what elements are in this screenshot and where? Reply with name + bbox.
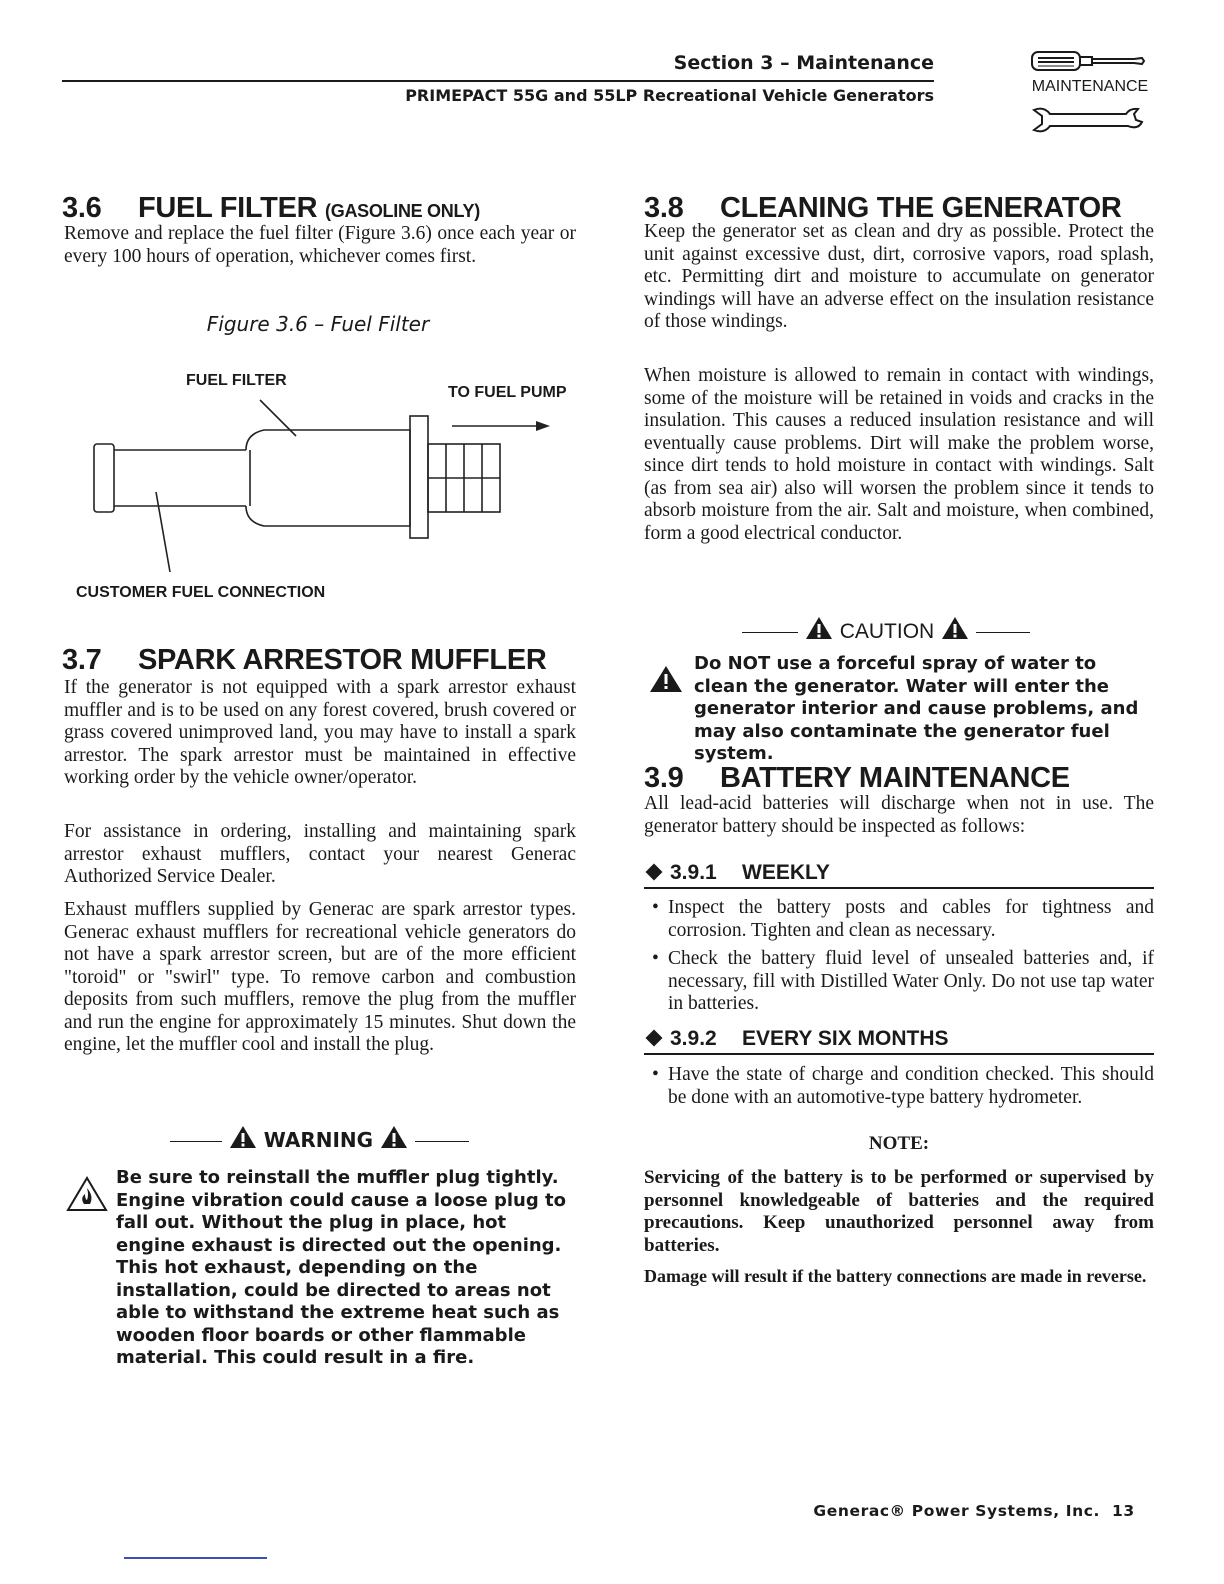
- caution-triangle-icon: [804, 615, 834, 641]
- heading-3-7: [62, 644, 547, 677]
- heading-3-9-1: [644, 861, 1154, 889]
- caution-title: CAUTION: [839, 620, 935, 643]
- diamond-bullet-icon: [646, 1029, 663, 1046]
- footer-company: Generac® Power Systems, Inc.: [813, 1502, 1100, 1520]
- label-fuel-filter: FUEL FILTER: [186, 372, 287, 389]
- figure-caption: Figure 3.6 – Fuel Filter: [206, 312, 430, 336]
- note-paragraph-1: Servicing of the battery is to be performed or supervised by personnel knowledgeable of batteries and the required precautions. Keep unauthorized personnel away from batteries.: [644, 1167, 1154, 1256]
- page-number: 13: [1112, 1502, 1135, 1520]
- heading-title: EVERY SIX MONTHS: [742, 1027, 949, 1050]
- six-months-list: [646, 1064, 1154, 1115]
- document-subtitle: PRIMEPACT 55G and 55LP Recreational Vehicle Generators: [405, 86, 934, 105]
- warning-text: Be sure to reinstall the muffler plug tightly. Engine vibration could cause a loose plug to fall out. Without the plug in place, hot engine exhaust is directed out the opening. This hot exhaust, depending on the installation, could be directed to areas not able to withstand the extreme heat such as wooden floor boards or other flammable material. This could result in a fire.: [116, 1167, 566, 1368]
- heading-title: FUEL FILTER: [138, 192, 318, 224]
- heading-number: 3.8: [644, 192, 684, 224]
- fuel-filter-paragraph: Remove and replace the fuel filter (Figure 3.6) once each year or every 100 hours of operation, whichever comes first.: [64, 223, 576, 267]
- screwdriver-icon: [1030, 46, 1150, 76]
- list-item: • Have the state of charge and condition checked. This should be done with an automotive-type battery hydrometer.: [646, 1064, 1154, 1109]
- heading-title: WEEKLY: [742, 861, 830, 884]
- list-item: • Inspect the battery posts and cables for tightness and corrosion. Tighten and clean as necessary.: [646, 897, 1154, 942]
- heading-title: BATTERY MAINTENANCE: [720, 762, 1070, 794]
- weekly-list: [646, 897, 1154, 1022]
- maintenance-label: MAINTENANCE: [1031, 78, 1149, 95]
- cleaning-paragraph-2: When moisture is allowed to remain in contact with windings, some of the moisture will be retained in voids and cracks in the insulation. This causes a reduced insulation resistance and will eventually cause problems. Dirt will make the problem worse, since dirt tends to hold moisture in contact with windings. Salt (as from sea air) also will worsen the problem since it tends to absorb moisture from the air. Salt and moisture, when combined, form a good electrical conductor.: [644, 365, 1154, 544]
- header-rule: [62, 80, 934, 82]
- warning-banner: [170, 1124, 469, 1153]
- cleaning-paragraph-1: Keep the generator set as clean and dry as possible. Protect the unit against excessive dust, dirt, corrosive vapors, road splash, etc. Permitting dirt and moisture to accumulate on generator windings will have an adverse effect on the insulation resistance of those windings.: [644, 221, 1154, 332]
- note-paragraph-2: Damage will result if the battery connections are made in reverse.: [644, 1266, 1147, 1286]
- heading-number: 3.9: [644, 762, 684, 794]
- heading-number: 3.6: [62, 192, 102, 224]
- spark-arrestor-paragraph-3: Exhaust mufflers supplied by Generac are spark arrestor types. Generac exhaust mufflers for recreational vehicle generators do not have a spark arrestor screen, but are of the more efficient "toroid" or "swirl" type. To remove carbon and combustion deposits from such mufflers, remove the plug from the muffler and run the engine for approximately 15 minutes. Shut down the engine, let the muffler cool and install the plug.: [64, 899, 576, 1055]
- footer-rule: [124, 1557, 267, 1559]
- caution-banner: [742, 615, 1030, 644]
- label-to-fuel-pump: TO FUEL PUMP: [448, 384, 567, 401]
- warning-triangle-icon: [379, 1124, 409, 1150]
- label-customer-fuel-connection: CUSTOMER FUEL CONNECTION: [76, 584, 326, 601]
- heading-3-9-2: [644, 1027, 1154, 1055]
- fire-hazard-icon: [66, 1176, 108, 1212]
- section-title: Section 3 – Maintenance: [673, 52, 934, 74]
- note-title: NOTE:: [868, 1133, 930, 1154]
- heading-number: 3.7: [62, 644, 102, 676]
- spark-arrestor-paragraph-2: For assistance in ordering, installing and maintaining spark arrestor exhaust mufflers, contact your nearest Generac Authorized Service Dealer.: [64, 821, 576, 887]
- battery-intro: All lead-acid batteries will discharge when not in use. The generator battery should be inspected as follows:: [644, 793, 1154, 837]
- caution-text: Do NOT use a forceful spray of water to clean the generator. Water will enter the generator interior and cause problems, and may also contaminate the generator fuel system.: [694, 653, 1139, 764]
- list-item: • Check the battery fluid level of unsealed batteries and, if necessary, fill with Distilled Water Only. Do not use tap water in batteries.: [646, 948, 1154, 1016]
- wrench-icon: [1030, 104, 1150, 134]
- heading-title: SPARK ARRESTOR MUFFLER: [138, 644, 547, 676]
- heading-qualifier: (GASOLINE ONLY): [325, 201, 480, 221]
- spark-arrestor-paragraph-1: If the generator is not equipped with a spark arrestor exhaust muffler and is to be used on any forest covered, brush covered or grass covered unimproved land, you may have to install a spark arrestor. The spark arrestor must be maintained in effective working order by the vehicle owner/operator.: [64, 677, 576, 788]
- caution-triangle-icon: [940, 615, 970, 641]
- caution-triangle-icon: [648, 664, 684, 694]
- diamond-bullet-icon: [646, 863, 663, 880]
- heading-number: 3.9.2: [670, 1027, 717, 1050]
- warning-title: WARNING: [263, 1128, 374, 1152]
- heading-title: CLEANING THE GENERATOR: [720, 192, 1122, 224]
- fuel-filter-diagram: [80, 390, 560, 580]
- heading-3-6: [62, 192, 480, 225]
- heading-3-9: [644, 762, 1070, 795]
- heading-number: 3.9.1: [670, 861, 717, 884]
- warning-triangle-icon: [228, 1124, 258, 1150]
